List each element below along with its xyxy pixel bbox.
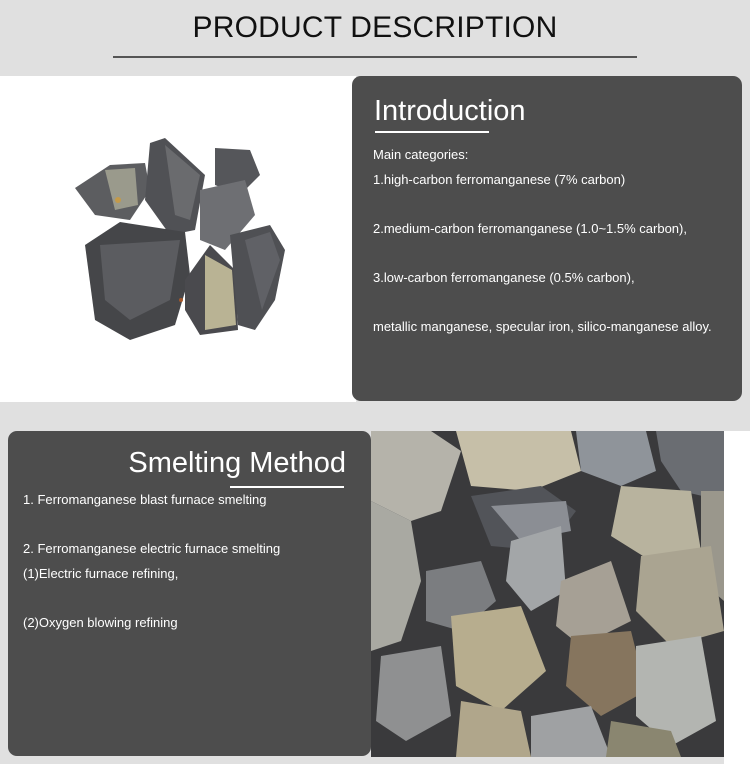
smelting-text [23, 488, 280, 635]
smelting-photo [371, 431, 724, 757]
smelting-line: (1)Electric furnace refining, [23, 565, 179, 581]
intro-line: 1.high-carbon ferromanganese (7% carbon) [373, 171, 626, 187]
smelting-line-blank [23, 513, 280, 538]
ferromanganese-lumps-image [0, 76, 356, 402]
title-divider [113, 56, 637, 58]
page-title: PRODUCT DESCRIPTION [192, 11, 558, 44]
intro-line: 2.medium-carbon ferromanganese (1.0~1.5% carbon), [373, 220, 687, 236]
intro-line: 3.low-carbon ferromanganese (0.5% carbon), [373, 269, 635, 285]
introduction-heading: Introduction [374, 95, 526, 127]
intro-line-blank [373, 241, 712, 266]
introduction-heading-underline [375, 131, 489, 133]
product-image [0, 76, 356, 402]
smelting-line: 1. Ferromanganese blast furnace smelting [23, 492, 267, 507]
smelting-method-heading: Smelting Method [128, 447, 346, 479]
intro-line: Main categories: [373, 147, 469, 162]
intro-line: metallic manganese, specular iron, silico-manganese alloy. [373, 318, 712, 334]
smelting-line-blank [23, 586, 280, 611]
smelting-method-panel [8, 431, 371, 756]
ferromanganese-pile-image [371, 431, 724, 757]
intro-line-blank [373, 290, 712, 315]
intro-line-blank [373, 192, 712, 217]
smelting-line: (2)Oxygen blowing refining [23, 614, 178, 630]
introduction-panel [352, 76, 742, 401]
introduction-text [373, 143, 712, 339]
smelting-line: 2. Ferromanganese electric furnace smelting [23, 541, 281, 556]
white-margin [724, 431, 750, 764]
